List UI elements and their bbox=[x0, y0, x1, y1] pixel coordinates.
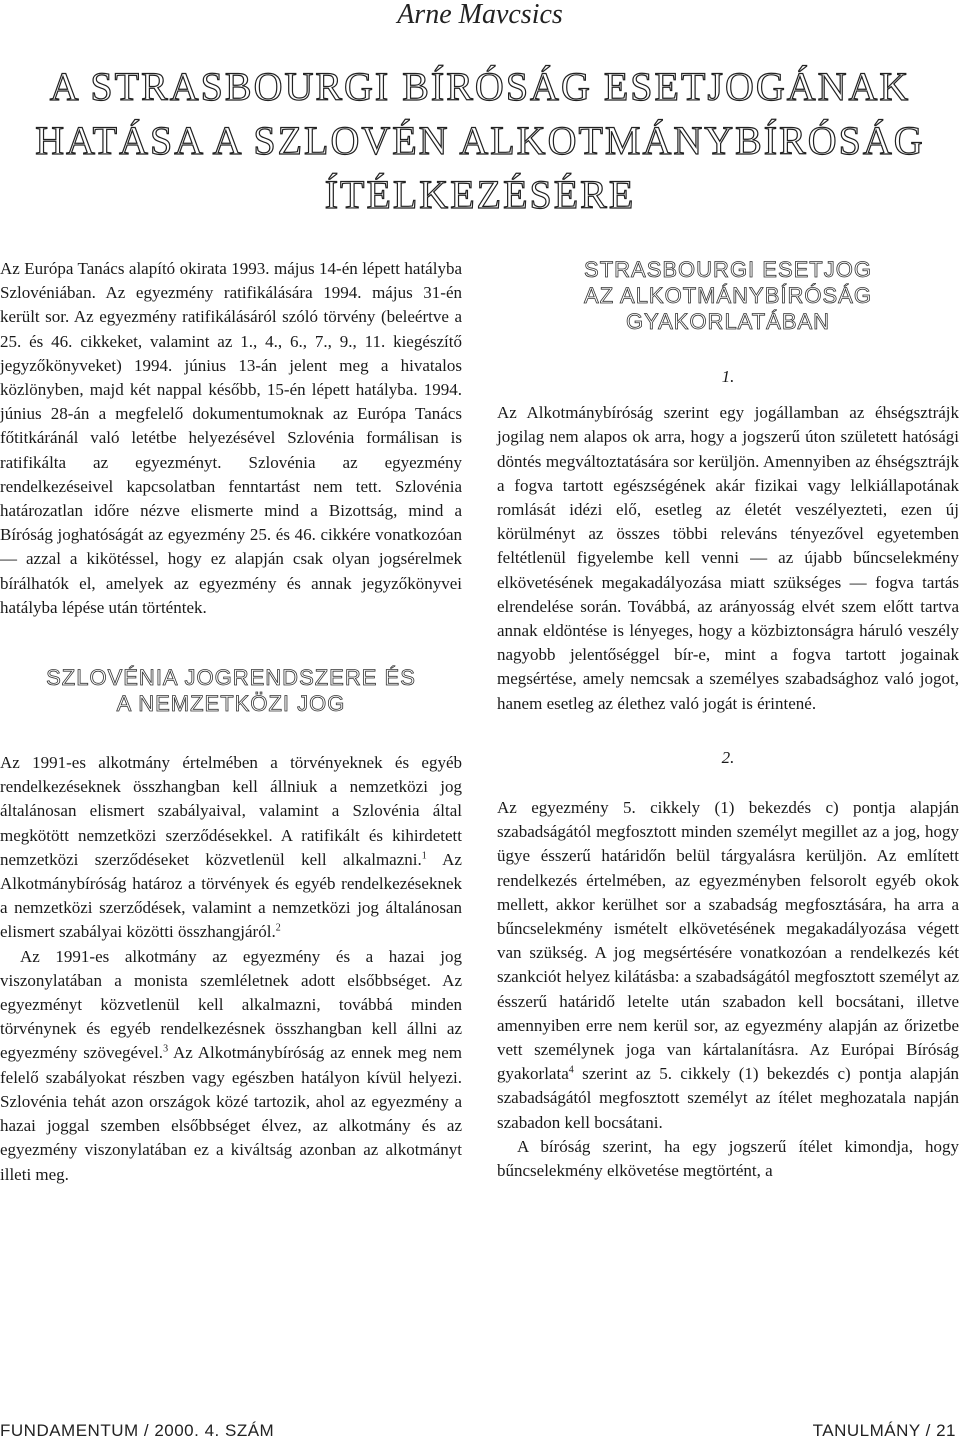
section-heading-legal-system bbox=[0, 665, 462, 717]
paragraph-text: Az Alkotmánybíróság határoz a törvények és egyéb rendelkezéseknek a nemzetközi szerződések, valamint a nemzetközi jog általánosan elismert szabályai közötti összhangjáról. bbox=[0, 849, 462, 942]
footer-page: TANULMÁNY / 21 bbox=[812, 1421, 956, 1440]
heading-line: GYAKORLATÁBAN bbox=[625, 309, 831, 334]
paragraph: Az Alkotmánybíróság szerint egy jogállamban az éhségsztrájk jogilag nem alapos ok arra, hogy a jogszerű úton született hatósági döntés megváltoztatására sor kerüljön. Amennyiben az éhségsztrájk a fogva tartott egészségének akár fizikai vagy lelkiállapotának romlását idézi elő, esetleg az életét veszélyezteti, ezen új körülményt az összes többi releváns tényezővel egyetemben feltétlenül figyelembe kell venni — az újabb bűncselekmény elkövetésének megakadályozása miatt szükséges — fogva tartás elrendelése során. Továbbá, az arányosság elvét szem előtt tartva annak eldöntése is lényeges, hogy a közbiztonságra háruló veszély nagyobb jelentőséggel bír-e, mint a fogva tartott jogainak megsértése, amely nemcsak a személyes szabadsághoz való jogot, hanem esetleg az élethez való jogát is érintené. bbox=[497, 403, 959, 713]
paragraph-text: Az egyezmény 5. cikkely (1) bekezdés c) pontja alapján szabadságától megfosztott minden személyt megillet az a jog, hogy ügye ésszerű határidőn belül tárgyalásra kerüljön. Az említett rendelkezés értelmében, az egyezményben felsorolt egyéb okok mellett, akkor kerülhet sor a szabadság megfosztására, ha arra a bűncselekmény ismételt elkövetésének megakadályozása végett van szükség. A jog megsértésére vonatkozóan a rendelkezés két szankciót helyez kilátásba: a szabadságától megfosztott személyt az ésszerű határidő letelte után szabadon kell bocsátani, illetve amennyiben erre nem kerül sor, az egyezmény alapján az őrizetbe vett személynek joga van kártalanításra. Az Európai Bíróság gyakorlata bbox=[497, 798, 959, 1084]
footnote-ref[interactable]: 3 bbox=[163, 1043, 169, 1055]
paragraph bbox=[0, 945, 462, 1187]
footer-journal: FUNDAMENTUM / 2000. 4. SZÁM bbox=[0, 1421, 275, 1440]
paragraph-text: Az 1991-es alkotmány az egyezmény és a hazai jog viszonylatában a monista szemléletnek adott elsőbbséget. Az egyezményt közvetlenül kell alkalmazni, továbbá minden törvénynek és egyéb rendelkezésnek összhangban kell állni az egyezmény szövegével. bbox=[0, 946, 462, 1063]
paragraph-text: Az 1991-es alkotmány értelmében a törvényeknek és egyéb rendelkezéseknek összhangban kell állniuk a nemzetközi jog általánosan elismert szabályaival, valamint a Szlovénia által megkötött nemzetközi szerződésekkel. A ratifikált és kihirdetett nemzetközi szerződéseket közvetlenül kell alkalmazni. bbox=[0, 753, 462, 869]
heading-line: A NEMZETKÖZI JOG bbox=[116, 691, 346, 717]
title-line: HATÁSA A SZLOVÉN ALKOTMÁNYBÍRÓSÁG bbox=[35, 118, 925, 163]
left-column bbox=[0, 257, 462, 1187]
paragraph: A bíróság szerint, ha egy jogszerű ítélet kimondja, hogy bűncselekmény elkövetése megtörtént, a bbox=[497, 1136, 959, 1181]
paragraph bbox=[497, 796, 959, 1135]
title-line: ÍTÉLKEZÉSÉRE bbox=[324, 172, 636, 217]
footnote-ref[interactable]: 2 bbox=[275, 922, 281, 934]
title-line: A STRASBOURGI BÍRÓSÁG ESETJOGÁNAK bbox=[49, 64, 911, 109]
article-title bbox=[0, 60, 960, 222]
footnote-ref[interactable]: 1 bbox=[421, 850, 427, 862]
paragraph bbox=[0, 751, 462, 945]
heading-line: STRASBOURGI ESETJOG bbox=[584, 257, 872, 282]
paragraph-text: szerint az 5. cikkely (1) bekezdés c) pontja alapján szabadságától megfosztott személyt az ítélet meghozatala napján szabadon kell bocsátani. bbox=[497, 1064, 959, 1132]
right-column bbox=[497, 257, 959, 1183]
subsection-number: 2. bbox=[721, 747, 735, 767]
heading-line: AZ ALKOTMÁNYBÍRÓSÁG bbox=[584, 283, 872, 308]
footnote-ref[interactable]: 4 bbox=[568, 1064, 574, 1076]
subsection-number: 1. bbox=[721, 367, 735, 386]
heading-line: SZLOVÉNIA JOGRENDSZERE ÉS bbox=[46, 665, 416, 691]
intro-paragraph: Az Európa Tanács alapító okirata 1993. május 14-én lépett hatályba Szlovéniában. Az egyezmény ratifikálására 1994. május 31-én került sor. Az egyezmény ratifikálásáról szóló törvény (beleértve a 25. és 46. cikkeket, valamint az 1., 4., 6., 7., 9., 11. kiegészítő jegyzőkönyveket) 1994. június 13-án jelent meg a hivatalos közlönyben, majd két nappal később, 15-én lépett hatályba. 1994. június 28-án a megfelelő dokumentumoknak az Európa Tanács főtitkáránál való letétbe helyezésével Szlovénia formálisan is ratifikálta az egyezményt. Szlovénia az egyezmény rendelkezéseivel kapcsolatban fenntartást nem tett. Szlovénia határozatlan időre nézve elismerte mind a Bizottság, mind a Bíróság joghatóságát az egyezmény 25. és 46. cikkére vonatkozóan — azzal a kikötéssel, hogy ez alapján csak olyan jogsérelmek bírálhatók el, amelyek az egyezmény és annak jegyzőkönyvei hatályba lépése után történtek. bbox=[0, 259, 462, 617]
author-name: Arne Mavcsics bbox=[397, 0, 563, 30]
paragraph-text: Az Alkotmánybíróság az ennek meg nem felelő szabályokat részben vagy egészben hatályon kívül helyezi. Szlovénia tehát azon országok közé tartozik, ahol az egyezmény a hazai joggal szemben elsőbbséget élvez, az alkotmány és az egyezmény viszonylatában ez a kiváltság azonban az alkotmányt illeti meg. bbox=[0, 1043, 463, 1184]
section-heading-case-law bbox=[497, 257, 959, 335]
